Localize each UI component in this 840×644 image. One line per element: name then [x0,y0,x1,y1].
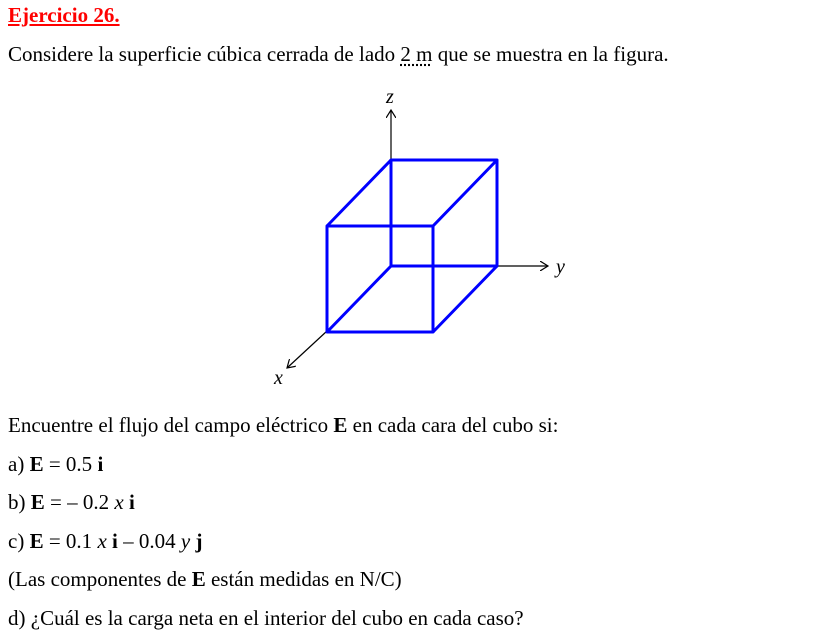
axis-z-label: z [386,86,394,108]
intro-before: Considere la superficie cúbica cerrada de lado [8,42,401,66]
item-c-middle: – 0.04 [117,529,181,553]
item-a [8,452,103,476]
item-b-prefix: b) [8,490,31,514]
axis-y-label: y [556,256,565,278]
item-c-var-y: y [180,529,191,553]
item-b-equation: = – 0.2 [44,490,115,514]
item-b-var-x: x [114,490,124,514]
note-after: están medidas en N/C) [205,567,402,591]
item-d: d) ¿Cuál es la carga neta en el interior del cubo en cada caso? [8,606,524,630]
cube-edge-top-left [327,160,391,226]
item-a-prefix: a) [8,452,30,476]
cube-edge-bottom-left [327,266,391,332]
item-c-unit-i: i [112,529,118,553]
item-a-field: E [29,452,44,476]
item-c-field: E [29,529,44,553]
intro-after: que se muestra en la figura. [432,42,669,66]
cube-edge-top-right [433,160,497,226]
question-before: Encuentre el flujo del campo eléctrico [8,413,334,437]
item-b-unit-i: i [128,490,135,514]
cube-edge-bottom-right [433,266,497,332]
item-c [8,529,202,553]
axis-x-label: x [274,367,283,389]
item-c-var-x: x [97,529,107,553]
item-a-equation: = 0.5 [43,452,98,476]
item-c-prefix: c) [8,529,30,553]
item-a-unit-i: i [97,452,104,476]
side-length: 2 m [400,42,433,66]
units-note [8,567,402,591]
item-b-field: E [30,490,45,514]
question-after: en cada cara del cubo si: [347,413,559,437]
item-b [8,490,135,514]
note-field: E [191,567,206,591]
question-field-symbol: E [333,413,348,437]
x-axis [287,331,327,368]
note-before: (Las componentes de [8,567,192,591]
cube [327,160,497,332]
item-c-unit-j: j [195,529,203,553]
item-c-equation: = 0.1 [43,529,98,553]
exercise-title: Ejercicio 26. [8,3,120,27]
question-text [8,413,558,437]
